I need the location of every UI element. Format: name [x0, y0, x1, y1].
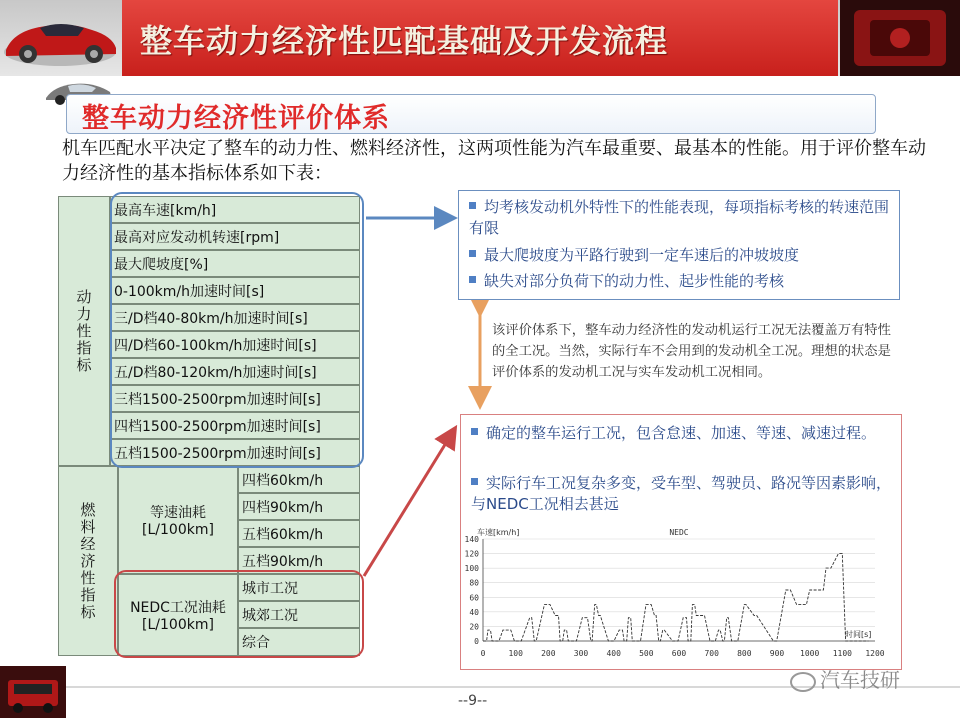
table-row: 三档1500-2500rpm加速时间[s] [110, 385, 360, 412]
table-row: 五档90km/h [238, 547, 360, 574]
power-comment-box [458, 190, 900, 300]
nedc-chart [461, 523, 901, 669]
page-number: --9-- [458, 693, 488, 709]
bullet-square-icon [469, 276, 476, 283]
y-tick-label: 100 [464, 564, 479, 574]
y-tick-label: 0 [474, 637, 479, 646]
chart-title: NEDC [669, 528, 689, 537]
power-category-label: 动力性指标 [74, 288, 93, 374]
x-tick-label: 1200 [865, 649, 885, 658]
x-tick-label: 200 [541, 649, 556, 658]
x-tick-label: 800 [737, 649, 752, 658]
x-tick-label: 600 [671, 649, 687, 658]
x-tick-label: 0 [480, 649, 486, 658]
bullet-item: 实际行车工况复杂多变，受车型、驾驶员、路况等因素影响，与NEDC工况相去甚远 [471, 474, 892, 513]
table-row: 五档1500-2500rpm加速时间[s] [110, 439, 360, 466]
table-row: 四档1500-2500rpm加速时间[s] [110, 412, 360, 439]
table-row: 综合 [238, 628, 360, 656]
bullet-item: 确定的整车运行工况，包含怠速、加速、等速、减速过程。 [471, 423, 897, 444]
x-tick-label: 100 [508, 649, 523, 658]
nedc-comment-box [460, 414, 902, 670]
nedc-label: NEDC工况油耗 [L/100km] [118, 574, 238, 656]
watermark: 汽车技研 [790, 664, 900, 693]
x-tick-label: 1100 [832, 649, 852, 658]
table-row: 五档60km/h [238, 520, 360, 547]
x-tick-label: 500 [639, 649, 654, 658]
table-row: 四/D档60-100km/h加速时间[s] [110, 331, 360, 358]
y-tick-label: 40 [469, 607, 479, 617]
table-row: 最高对应发动机转速[rpm] [110, 223, 360, 250]
table-row: 五/D档80-120km/h加速时间[s] [110, 358, 360, 385]
x-tick-label: 700 [704, 649, 719, 658]
bullet-square-icon [471, 428, 478, 435]
table-row: 城市工况 [238, 574, 360, 601]
table-row: 0-100km/h加速时间[s] [110, 277, 360, 304]
x-tick-label: 300 [573, 649, 589, 658]
y-axis-label: 车速[km/h] [477, 528, 520, 537]
middle-explanation-text: 该评价体系下，整车动力经济性的发动机运行工况无法覆盖万有特性的全工况。当然，实际行车不会用到的发动机全工况。理想的状态是评价体系的发动机工况与实车发动机工况相同。 [492, 323, 891, 380]
table-row: 四档90km/h [238, 493, 360, 520]
red-arrow [364, 430, 454, 576]
bullet-square-icon [471, 478, 478, 485]
x-tick-label: 900 [769, 649, 785, 658]
y-tick-label: 140 [464, 535, 479, 544]
section-title: 整车动力经济性评价体系 [82, 103, 390, 134]
y-tick-label: 80 [469, 578, 479, 588]
bullet-square-icon [469, 202, 476, 209]
table-row: 三/D档40-80km/h加速时间[s] [110, 304, 360, 331]
x-tick-label: 1000 [800, 649, 820, 658]
wechat-icon [790, 672, 816, 692]
x-axis-label: 时间[s] [845, 630, 872, 639]
fuel-category-label: 燃料经济性指标 [78, 501, 97, 621]
y-tick-label: 20 [469, 622, 479, 632]
bullet-square-icon [469, 250, 476, 257]
bullet-item: 均考核发动机外特性下的性能表现，每项指标考核的转速范围有限 [469, 198, 890, 237]
table-row: 最高车速[km/h] [110, 196, 360, 223]
bullet-item: 缺失对部分负荷下的动力性、起步性能的考核 [469, 271, 895, 292]
page-title: 整车动力经济性匹配基础及开发流程 [140, 22, 669, 60]
intro-paragraph: 机车匹配水平决定了整车的动力性、燃料经济性，这两项性能为汽车最重要、最基本的性能。用于评价整车动力经济性的基本指标体系如下表： [62, 138, 926, 184]
footer-truck-image [0, 666, 66, 718]
constant-speed-label: 等速油耗 [L/100km] [118, 466, 238, 574]
table-row: 最大爬坡度[%] [110, 250, 360, 277]
y-tick-label: 60 [469, 593, 479, 603]
y-tick-label: 120 [464, 549, 479, 559]
table-row: 四档60km/h [238, 466, 360, 493]
bullet-item: 最大爬坡度为平路行驶到一定车速后的冲坡坡度 [469, 245, 895, 266]
x-tick-label: 400 [606, 649, 621, 658]
table-row: 城郊工况 [238, 601, 360, 628]
